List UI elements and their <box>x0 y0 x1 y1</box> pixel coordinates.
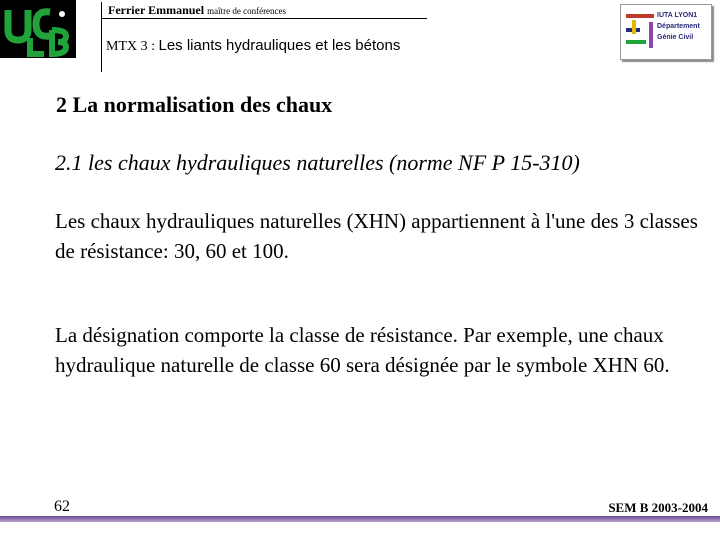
body-paragraph-2: La désignation comporte la classe de résistance. Par exemple, une chaux hydraulique naturelle de classe 60 sera désignée par le symbole XHN 60. <box>55 323 670 377</box>
header-divider-horizontal <box>101 18 427 19</box>
footer-bar <box>0 516 720 522</box>
course-code: MTX 3 : <box>106 39 155 54</box>
subsection-title: 2.1 les chaux hydrauliques naturelles (norme NF P 15-310) <box>55 150 580 175</box>
footer-label: SEM B 2003-2004 <box>608 500 708 515</box>
page-number: 62 <box>54 498 70 515</box>
author-role: maître de conférences <box>207 6 287 16</box>
ucbl-logo <box>0 0 76 58</box>
iuta-logo-line: Département <box>657 23 700 30</box>
author-line <box>108 3 286 18</box>
iuta-logo-line: Génie Civil <box>657 34 694 41</box>
ucbl-logo-graphic <box>0 0 76 58</box>
iuta-logo-line: IUTA LYON1 <box>657 12 698 19</box>
section-title: 2 La normalisation des chaux <box>56 92 333 117</box>
iuta-lyon1-logo <box>620 4 712 60</box>
body-paragraph-1: Les chaux hydrauliques naturelles (XHN) appartiennent à l'une des 3 classes de résistance: 30, 60 et 100. <box>55 209 698 263</box>
course-line <box>106 37 400 55</box>
author-name: Ferrier Emmanuel <box>108 3 205 17</box>
course-title: Les liants hydrauliques et les bétons <box>158 37 401 54</box>
header-divider-vertical <box>101 2 102 72</box>
iuta-logo-text <box>657 10 709 43</box>
iuta-logo-mark-icon <box>623 6 659 58</box>
